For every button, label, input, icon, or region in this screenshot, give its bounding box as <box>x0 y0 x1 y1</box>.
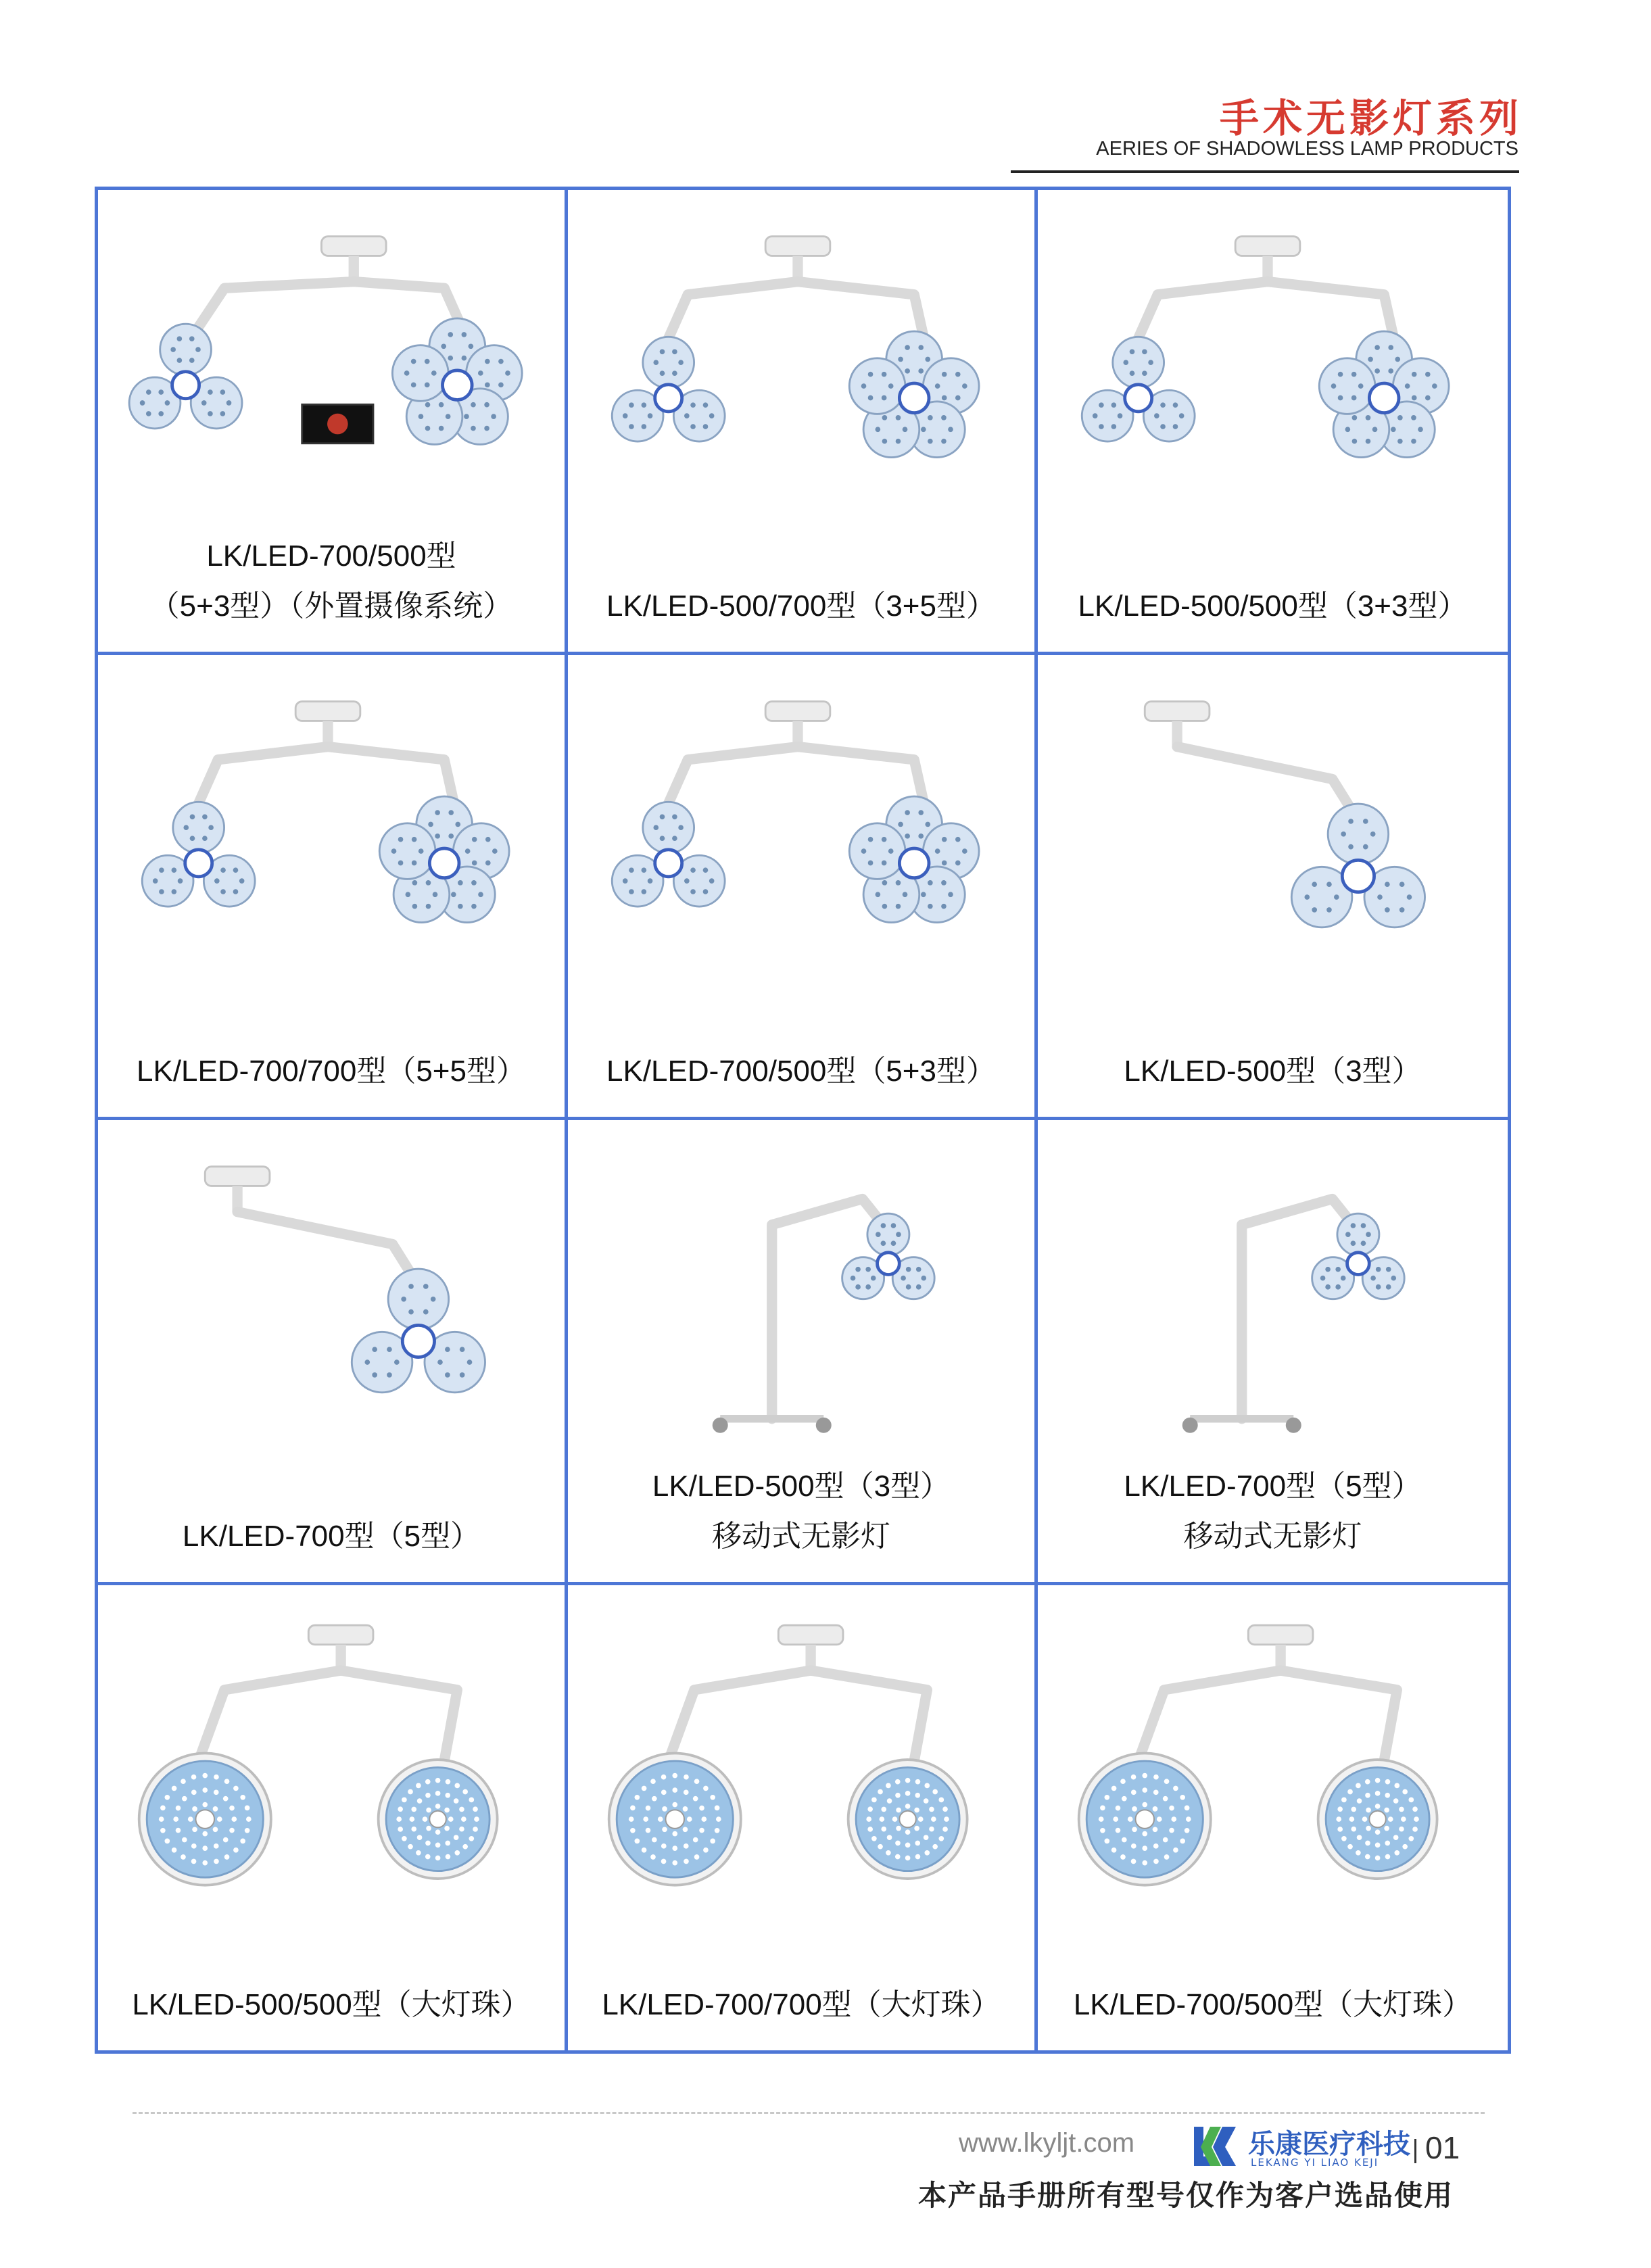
product-cell[interactable] <box>568 1585 1038 2050</box>
product-cell[interactable] <box>98 1120 568 1585</box>
mobile-stand-lamp-icon <box>1051 1147 1484 1445</box>
dual-head-ceiling-lamp-icon <box>581 682 1014 980</box>
product-caption: LK/LED-700/700型（5+5型） <box>137 1055 526 1088</box>
product-caption: LK/LED-500/500型（大灯珠） <box>132 1988 531 2021</box>
product-cell[interactable] <box>98 655 568 1120</box>
product-caption: LK/LED-500型（3型） 移动式无影灯 <box>652 1470 951 1553</box>
product-caption: LK/LED-700/700型（大灯珠） <box>602 1988 1001 2021</box>
product-cell[interactable] <box>98 1585 568 2050</box>
product-caption: LK/LED-700型（5型） 移动式无影灯 <box>1124 1470 1422 1553</box>
dual-round-head-lamp-icon <box>112 1612 544 1910</box>
product-cell[interactable] <box>98 190 568 655</box>
product-cell[interactable] <box>1038 190 1508 655</box>
product-caption: LK/LED-700型（5型） <box>182 1520 481 1553</box>
product-caption: LK/LED-700/500型 （5+3型）（外置摄像系统） <box>149 539 513 623</box>
dual-head-ceiling-lamp-icon <box>581 217 1014 514</box>
page-number: 01 <box>1425 2130 1460 2165</box>
single-head-ceiling-lamp-icon <box>1051 682 1484 980</box>
lk-logo-icon <box>1191 2123 1239 2170</box>
product-cell[interactable] <box>568 1120 1038 1585</box>
product-cell[interactable] <box>568 190 1038 655</box>
product-caption: LK/LED-500型（3型） <box>1124 1055 1422 1088</box>
product-caption: LK/LED-700/500型（5+3型） <box>606 1055 996 1088</box>
catalog-disclaimer: 本产品手册所有型号仅作为客户选品使用 <box>918 2179 1454 2212</box>
product-caption: LK/LED-700/500型（大灯珠） <box>1073 1988 1473 2021</box>
product-cell[interactable] <box>1038 1120 1508 1585</box>
dual-round-head-lamp-icon <box>1051 1612 1484 1910</box>
catalog-title-cn: 手术无影灯系列 <box>1219 95 1523 141</box>
footer-divider <box>133 2112 1485 2114</box>
brand-name-en: LEKANG YI LIAO KEJI <box>1251 2156 1379 2169</box>
website-link[interactable]: www.lkyljt.com <box>959 2128 1135 2158</box>
catalog-title-en: AERIES OF SHADOWLESS LAMP PRODUCTS <box>1096 138 1518 160</box>
brand-name-cn: 乐康医疗科技 <box>1248 2129 1410 2160</box>
product-cell[interactable] <box>568 655 1038 1120</box>
product-caption: LK/LED-500/500型（3+3型） <box>1078 589 1468 623</box>
dual-head-ceiling-lamp-with-camera-monitor-icon <box>112 217 544 514</box>
header-rule <box>1011 170 1519 173</box>
product-cell[interactable] <box>1038 1585 1508 2050</box>
product-cell[interactable] <box>1038 655 1508 1120</box>
mobile-stand-lamp-icon <box>581 1147 1014 1445</box>
dual-round-head-lamp-icon <box>581 1612 1014 1910</box>
product-grid <box>95 187 1511 2054</box>
dual-head-ceiling-lamp-icon <box>1051 217 1484 514</box>
single-head-ceiling-lamp-icon <box>112 1147 544 1445</box>
dual-head-ceiling-lamp-icon <box>112 682 544 980</box>
product-caption: LK/LED-500/700型（3+5型） <box>606 589 996 623</box>
